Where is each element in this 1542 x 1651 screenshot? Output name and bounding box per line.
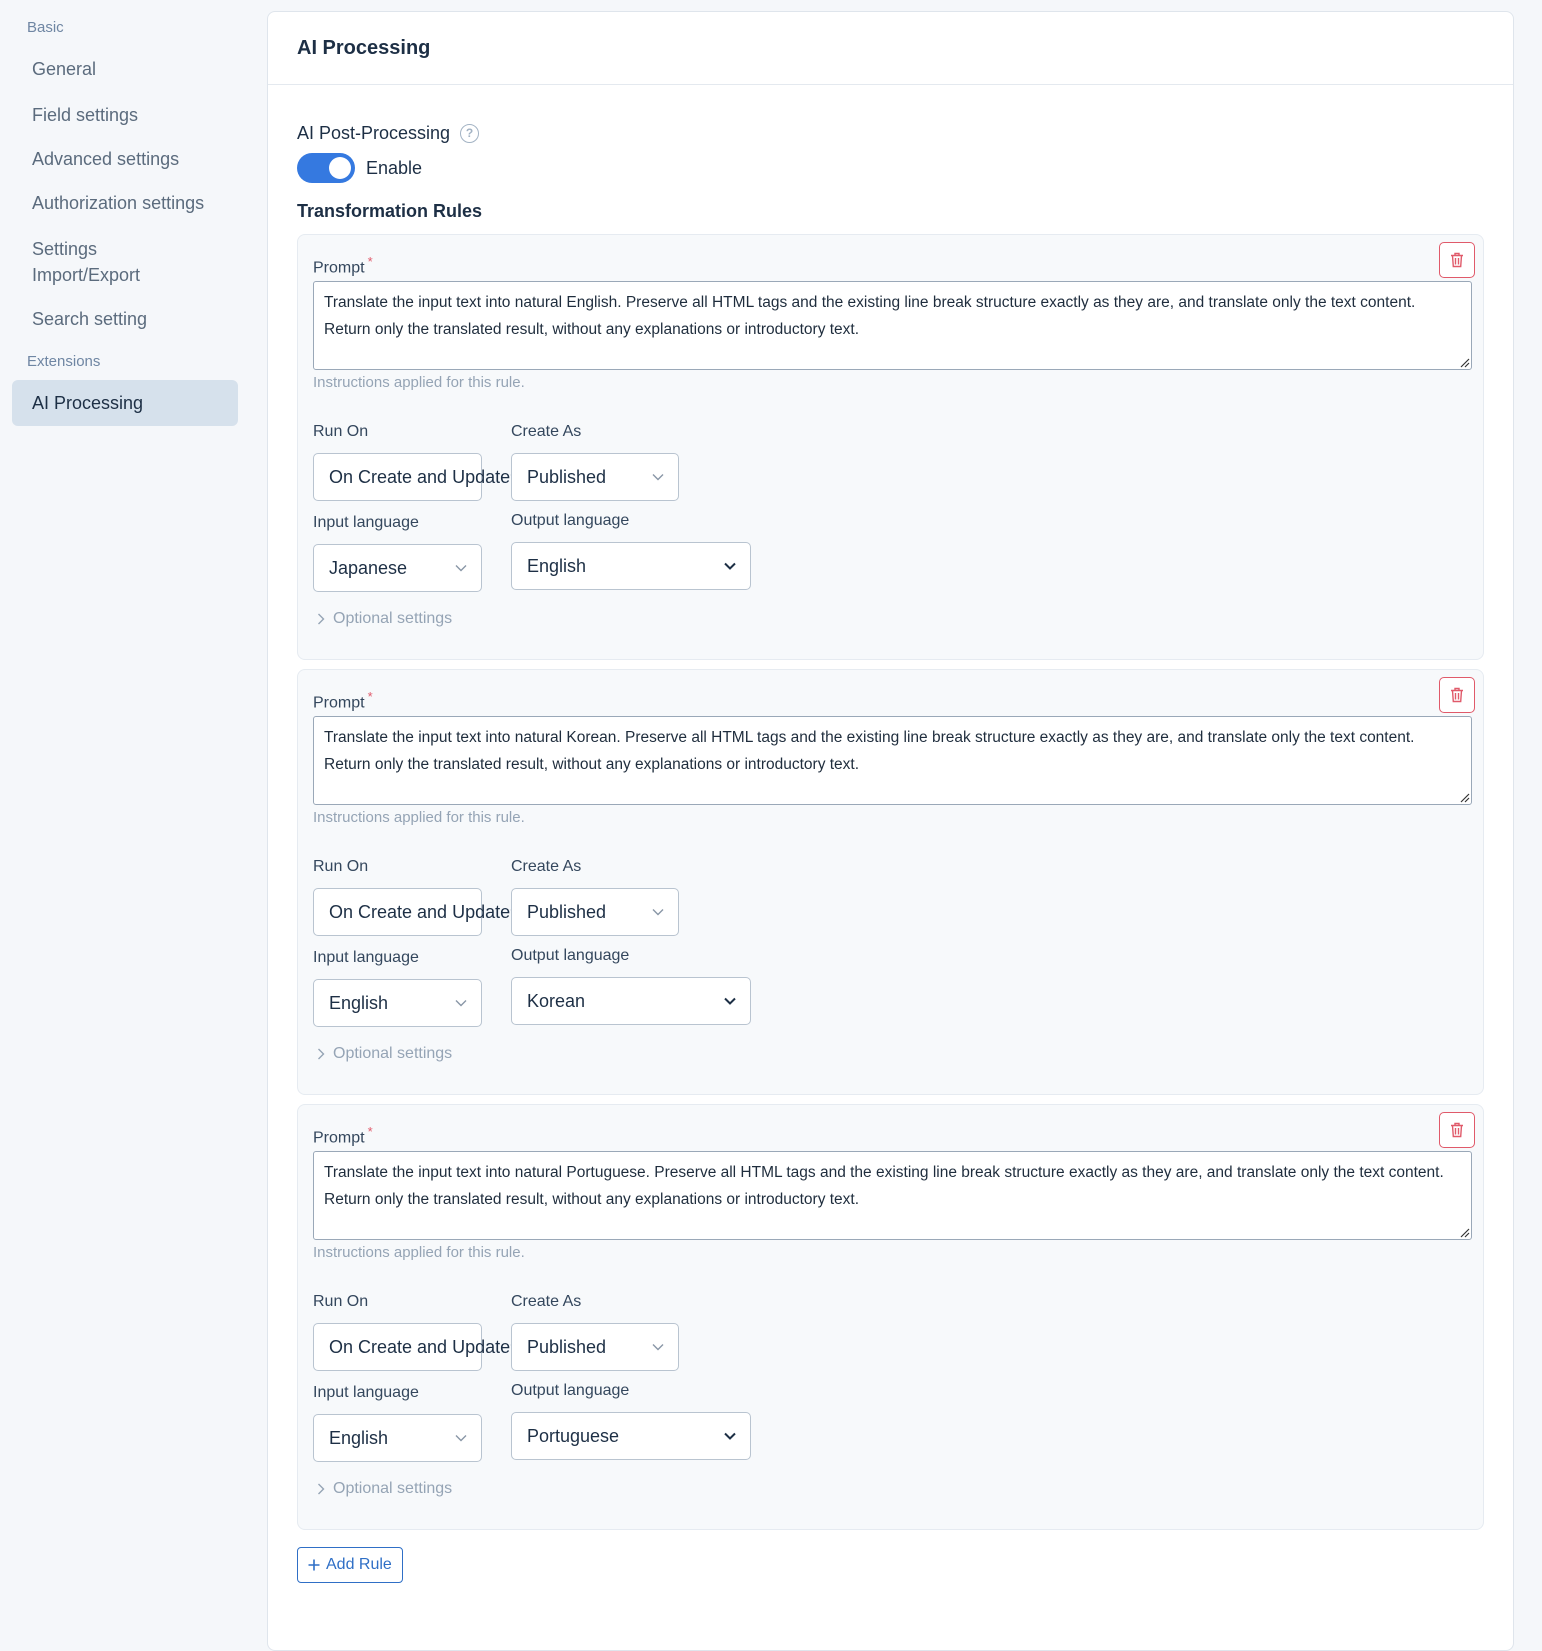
add-rule-label: Add Rule [326,1556,392,1573]
prompt-textarea[interactable]: Translate the input text into natural English. Preserve all HTML tags and the existing line break structure exactly as they are, and translate only the text content. Return only the translated result, without any explanations or introductory text. [313,281,1472,370]
delete-rule-button[interactable] [1439,1112,1475,1148]
sidebar-item-search-setting[interactable] [12,296,238,342]
chevron-down-icon [724,1432,736,1440]
trash-icon [1450,1122,1464,1138]
sidebar-item-label: Search setting [32,309,148,329]
run-on-select[interactable] [313,888,511,936]
optional-settings-label: Optional settings [333,1045,453,1062]
input-language-label: Input language [313,949,419,966]
output-language-value: English [527,555,587,576]
output-language-label: Output language [511,512,630,529]
sidebar-item-ai-processing[interactable] [12,380,238,426]
output-language-field [511,945,751,1027]
enable-toggle-row [297,153,1484,183]
enable-toggle-label: Enable [366,157,423,178]
plus-icon [308,1559,320,1571]
chevron-down-icon [652,473,664,481]
resize-handle-icon[interactable] [1458,1226,1470,1238]
prompt-help-text: Instructions applied for this rule. [313,1244,525,1261]
run-on-select[interactable] [313,453,511,501]
run-create-row [313,856,1468,936]
output-language-value: Korean [527,990,586,1011]
input-language-value: English [329,992,389,1013]
run-on-label: Run On [313,1293,369,1310]
output-language-select[interactable] [511,542,751,590]
input-language-field [313,1380,482,1462]
chevron-down-icon [455,564,467,572]
resize-handle-icon[interactable] [1458,356,1470,368]
input-language-field [313,510,482,592]
sidebar-item-label: General [32,59,97,79]
run-on-select[interactable] [313,1323,511,1371]
create-as-select[interactable] [511,1323,679,1371]
prompt-label: Prompt * [313,254,373,277]
create-as-value: Published [527,466,607,487]
sidebar-item-field-settings[interactable] [12,92,238,138]
output-language-label: Output language [511,947,630,964]
prompt-textarea[interactable]: Translate the input text into natural Portuguese. Preserve all HTML tags and the existing line break structure exactly as they are, and translate only the text content. Return only the translated result, without any explanations or introductory text. [313,1151,1472,1240]
create-as-label: Create As [511,1293,582,1310]
output-language-label: Output language [511,1382,630,1399]
optional-settings-toggle[interactable] [313,1478,1468,1500]
prompt-textarea[interactable]: Translate the input text into natural Korean. Preserve all HTML tags and the existing line break structure exactly as they are, and translate only the text content. Return only the translated result, without any explanations or introductory text. [313,716,1472,805]
create-as-field [511,1291,679,1371]
optional-settings-toggle[interactable] [313,1043,1468,1065]
run-on-value: On Create and Update [329,901,511,922]
create-as-label: Create As [511,423,582,440]
enable-toggle[interactable] [297,153,355,183]
sidebar-item-advanced-settings[interactable] [12,136,238,182]
chevron-right-icon [317,1048,325,1060]
sidebar-item-settings-import-export[interactable] [12,226,238,298]
output-language-select[interactable] [511,1412,751,1460]
sidebar-heading-basic: Basic [27,19,64,36]
sidebar-item-authorization-settings[interactable] [12,180,238,226]
post-processing-row [297,119,1484,147]
add-rule-button[interactable] [297,1547,403,1583]
chevron-down-icon [652,1343,664,1351]
chevron-down-icon [724,997,736,1005]
optional-settings-label: Optional settings [333,1480,453,1497]
toggle-knob [329,157,351,179]
chevron-right-icon [317,613,325,625]
create-as-field [511,856,679,936]
post-processing-label: AI Post-Processing [297,122,451,143]
sidebar-item-label: Settings [32,239,98,259]
create-as-field [511,421,679,501]
chevron-down-icon [455,999,467,1007]
run-on-value: On Create and Update [329,466,511,487]
page-title: AI Processing [297,36,431,59]
input-language-field [313,945,482,1027]
sidebar-item-label: AI Processing [32,393,144,413]
sidebar-item-label: Import/Export [32,265,141,285]
prompt-label: Prompt * [313,689,373,712]
input-language-select[interactable] [313,1414,482,1462]
run-on-label: Run On [313,858,369,875]
required-asterisk: * [367,689,373,704]
chevron-down-icon [652,908,664,916]
run-on-field [313,421,511,501]
prompt-help-text: Instructions applied for this rule. [313,809,525,826]
run-create-row [313,1291,1468,1371]
sidebar-item-label: Field settings [32,105,139,125]
sidebar-heading-extensions: Extensions [27,353,101,370]
panel-body [268,85,1513,1583]
create-as-value: Published [527,901,607,922]
settings-sidebar [12,16,238,426]
resize-handle-icon[interactable] [1458,791,1470,803]
create-as-label: Create As [511,858,582,875]
output-language-field [511,510,751,592]
chevron-down-icon [724,562,736,570]
rule-card [297,234,1484,660]
output-language-value: Portuguese [527,1425,620,1446]
help-circle-icon[interactable]: ? [460,124,479,143]
prompt-label: Prompt * [313,1124,373,1147]
rule-card [297,1104,1484,1530]
sidebar-item-label: Authorization settings [32,193,205,213]
required-asterisk: * [367,254,373,269]
prompt-help-text: Instructions applied for this rule. [313,374,525,391]
rule-card [297,669,1484,1095]
run-on-field [313,1291,511,1371]
create-as-value: Published [527,1336,607,1357]
trash-icon [1450,252,1464,268]
language-row [313,1380,1468,1462]
input-language-value: English [329,1427,389,1448]
run-create-row [313,421,1468,501]
run-on-field [313,856,511,936]
transformation-rules-title: Transformation Rules [297,201,483,221]
output-language-field [511,1380,751,1462]
language-row [313,510,1468,592]
panel-header [268,12,1513,85]
create-as-select[interactable] [511,888,679,936]
trash-icon [1450,687,1464,703]
language-row [313,945,1468,1027]
delete-rule-button[interactable] [1439,677,1475,713]
input-language-value: Japanese [329,557,408,578]
run-on-label: Run On [313,423,369,440]
input-language-select[interactable] [313,979,482,1027]
run-on-value: On Create and Update [329,1336,511,1357]
required-asterisk: * [367,1124,373,1139]
input-language-select[interactable] [313,544,482,592]
chevron-right-icon [317,1483,325,1495]
output-language-select[interactable] [511,977,751,1025]
rules-list [297,234,1484,1530]
main-panel [267,11,1514,1651]
chevron-down-icon [455,1434,467,1442]
delete-rule-button[interactable] [1439,242,1475,278]
sidebar-item-general[interactable] [12,46,238,92]
create-as-select[interactable] [511,453,679,501]
optional-settings-toggle[interactable] [313,608,1468,630]
sidebar-item-label: Advanced settings [32,149,180,169]
optional-settings-label: Optional settings [333,610,453,627]
input-language-label: Input language [313,1384,419,1401]
input-language-label: Input language [313,514,419,531]
